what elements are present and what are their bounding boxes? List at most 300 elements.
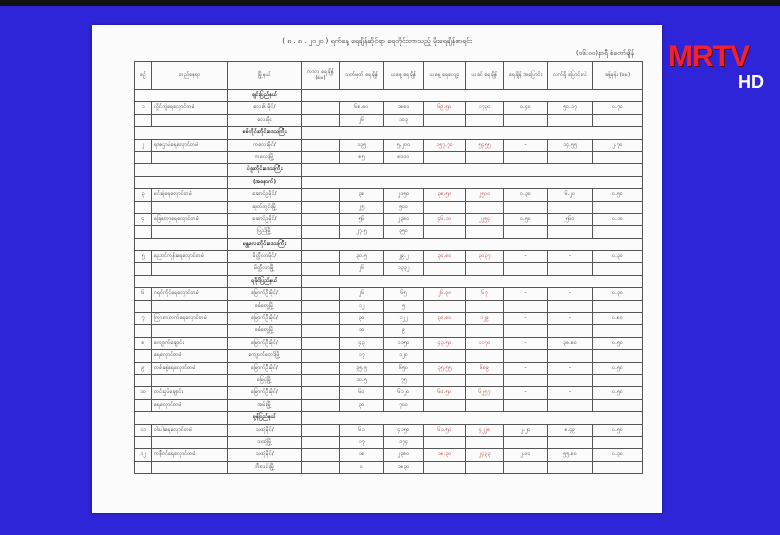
cell-c2: ၁၁၅၀ — [384, 337, 424, 349]
cell-town: ကလေးမိုင်/ — [228, 139, 302, 151]
table-row — [135, 288, 643, 300]
cell-c1: ၆၈.၈၀ — [340, 102, 384, 114]
cell-c2: ၇၀၀ — [384, 399, 424, 411]
region-label: (အနောက်) — [228, 176, 302, 188]
cell-c2: ၆၁၂၀ — [384, 387, 424, 399]
cell-c2: ၁၂၀ — [384, 350, 424, 362]
cell-c5: - — [504, 139, 548, 151]
empty-cell — [302, 337, 340, 349]
region-row — [135, 275, 643, 287]
table-row — [135, 213, 643, 225]
cell-station: ရေလှောင်တမံ — [152, 399, 228, 411]
cell-c3: ၄၆.၁၀ — [424, 213, 466, 225]
cell-c2: ၁၇၄ — [384, 436, 424, 448]
table-row — [135, 226, 643, 238]
empty-cell — [302, 151, 340, 163]
cell-c1: ၂၆ — [340, 288, 384, 300]
empty-cell — [302, 449, 340, 461]
cell-c5 — [504, 350, 548, 362]
cell-c6: - — [548, 387, 593, 399]
cell-station: ခြေတော့ရေလှောင်တမံ — [152, 213, 228, 225]
cell-c4 — [466, 114, 504, 126]
cell-c4 — [466, 300, 504, 312]
empty-cell — [302, 263, 340, 275]
cell-town: သထုံမိုင်/ — [228, 449, 302, 461]
cell-c1: ၁၈ — [340, 449, 384, 461]
cell-c1: ၂၅ — [340, 201, 384, 213]
cell-c6 — [548, 300, 593, 312]
cell-c2: ၅,၂၀၀ — [384, 139, 424, 151]
cell-town: မြောက်ဦးမိုင်/ — [228, 337, 302, 349]
region-row — [135, 127, 643, 139]
cell-town: ဆောင်ဥမိုင်/ — [228, 213, 302, 225]
cell-station — [152, 151, 228, 163]
table-row — [135, 362, 643, 374]
cell-c6: - — [548, 251, 593, 263]
cell-c6 — [548, 263, 593, 275]
cell-c2: ၁၈၃၀ — [384, 461, 424, 473]
table-row — [135, 461, 643, 473]
cell-c3: ၁၅၇.၇၀ — [424, 139, 466, 151]
cell-town: မိတ္ထီလာမြို့ — [228, 263, 302, 275]
empty-cell — [302, 288, 340, 300]
cell-station — [152, 300, 228, 312]
cell-town: လေးဖိုး — [228, 114, 302, 126]
cell-c3 — [424, 325, 466, 337]
cell-c7: ၀.၅၀ — [593, 337, 643, 349]
empty-cell — [302, 362, 340, 374]
cell-c4: ၂၂၅၄ — [466, 213, 504, 225]
region-label: စစ်ကိုင်းတိုင်းဒေသကြီး — [228, 127, 302, 139]
cell-c1: ၁၀.၅ — [340, 374, 384, 386]
cell-town: မြေပုံမြို့ — [228, 374, 302, 386]
cell-no: ၉ — [135, 362, 152, 374]
cell-no: ၄ — [135, 213, 152, 225]
cell-c5 — [504, 114, 548, 126]
region-label: ချင်းပြည်နယ် — [228, 90, 302, 102]
cell-c7 — [593, 114, 643, 126]
cell-c5: ၀.၃၀ — [504, 189, 548, 201]
cell-c5 — [504, 201, 548, 213]
cell-town: မြောက်ဦးမိုင်/ — [228, 288, 302, 300]
cell-c6 — [548, 114, 593, 126]
cell-no: ၁၂ — [135, 449, 152, 461]
header-cell: ခန့်မှန်း (စမ) — [593, 62, 643, 90]
empty-cell — [302, 139, 340, 151]
cell-c7 — [593, 350, 643, 362]
cell-no: ၅ — [135, 251, 152, 263]
cell-c1: ၁၀ — [340, 325, 384, 337]
empty-cell — [302, 189, 340, 201]
cell-c5: ၀.၄၀ — [504, 102, 548, 114]
cell-c6: ၁၄.၅၅ — [548, 139, 593, 151]
region-label: မန္တလေးတိုင်းဒေသကြီး — [228, 238, 302, 250]
empty-cell — [302, 201, 340, 213]
cell-no — [135, 325, 152, 337]
cell-c3 — [424, 201, 466, 213]
cell-no — [135, 399, 152, 411]
region-row — [135, 176, 643, 188]
cell-c1: ၁၂ — [340, 300, 384, 312]
cell-c1: ၂၆ — [340, 114, 384, 126]
document-page — [92, 25, 662, 513]
table-row — [135, 151, 643, 163]
document-date-note: (၀၆:၀၀)နာရီ စံတော်ချိန် — [576, 49, 634, 57]
cell-no: ၁၀ — [135, 387, 152, 399]
empty-cell — [135, 275, 228, 287]
cell-station: ကြားကတက်ရေလှောင်တမံ — [152, 313, 228, 325]
cell-c4: ၄၂၂၈ — [466, 424, 504, 436]
table-row — [135, 189, 643, 201]
cell-c5 — [504, 226, 548, 238]
empty-cell — [302, 114, 340, 126]
header-cell: ကာလ ရေချိန် (စမ) — [302, 62, 340, 90]
cell-c6: ၈.၄၉ — [548, 424, 593, 436]
cell-c4: ၆၇ — [466, 288, 504, 300]
cell-c2: ၁၈၈၀ — [384, 102, 424, 114]
table-row — [135, 424, 643, 436]
empty-cell — [302, 213, 340, 225]
cell-c3: ၂၆.၃၀ — [424, 288, 466, 300]
cell-town: စစ်တွေမြို့ — [228, 300, 302, 312]
cell-no: ၇ — [135, 313, 152, 325]
cell-station: တစ်ခနဲ့ရေလှောင်တမံ — [152, 362, 228, 374]
empty-cell — [135, 90, 228, 102]
cell-no: ၁၁ — [135, 424, 152, 436]
cell-c4 — [466, 461, 504, 473]
cell-c3 — [424, 350, 466, 362]
cell-c2: ၃၅၀ — [384, 226, 424, 238]
cell-c7 — [593, 399, 643, 411]
cell-c4 — [466, 325, 504, 337]
cell-c7 — [593, 300, 643, 312]
cell-c4: ၁၂၉ — [466, 313, 504, 325]
cell-c6 — [548, 151, 593, 163]
cell-c7: ၀.၅၀ — [593, 362, 643, 374]
empty-cell — [302, 90, 643, 102]
empty-cell — [302, 164, 643, 176]
cell-c1: ၀ — [340, 461, 384, 473]
table-row — [135, 139, 643, 151]
cell-c5: ၂.၀၀ — [504, 449, 548, 461]
header-cell: ရေချိန် အပြောင်း — [504, 62, 548, 90]
cell-c5 — [504, 436, 548, 448]
cell-c5 — [504, 151, 548, 163]
cell-town: ဆုတ်တွင်းမြို့ — [228, 201, 302, 213]
cell-c5: ၀.၅၀ — [504, 213, 548, 225]
cell-station — [152, 461, 228, 473]
cell-c1: ၄၃ — [340, 337, 384, 349]
cell-c2: ၆၅၀ — [384, 362, 424, 374]
header-cell: စဉ် — [135, 62, 152, 90]
cell-station — [152, 436, 228, 448]
table-body — [135, 90, 643, 474]
cell-town: လေး၆ မိုင်/ — [228, 102, 302, 114]
table-row — [135, 201, 643, 213]
cell-c6 — [548, 374, 593, 386]
table-row — [135, 350, 643, 362]
cell-c2: ၆၅ — [384, 288, 424, 300]
cell-town: မြောက်ဦးမိုင်/ — [228, 362, 302, 374]
empty-cell — [302, 176, 643, 188]
cell-c4: ၆၈၉ — [466, 362, 504, 374]
cell-c1: ၁၃၅ — [340, 139, 384, 151]
cell-c6: ၅၀.၁၇ — [548, 102, 593, 114]
cell-c1: ၃၅.၅ — [340, 362, 384, 374]
cell-c7 — [593, 325, 643, 337]
cell-c3 — [424, 399, 466, 411]
cell-c7: ၀.၃၀ — [593, 251, 643, 263]
cell-c5 — [504, 461, 548, 473]
cell-c7 — [593, 226, 643, 238]
cell-town: မြောက်ဦးမိုင်/ — [228, 387, 302, 399]
cell-c7: ၂.၇၀ — [593, 139, 643, 151]
cell-c7: ၀.၃၀ — [593, 288, 643, 300]
cell-c4 — [466, 436, 504, 448]
cell-town: မိတ္ထီလာမိုင်/ — [228, 251, 302, 263]
cell-station: ကနီဝင်ရေလှောင်တမံ — [152, 449, 228, 461]
cell-c2: ၉ — [384, 325, 424, 337]
cell-c7: ၀.၅၀ — [593, 189, 643, 201]
cell-c6 — [548, 325, 593, 337]
cell-no: ၆ — [135, 288, 152, 300]
table-row — [135, 313, 643, 325]
empty-cell — [302, 325, 340, 337]
cell-c7: ၀.၃၀ — [593, 449, 643, 461]
cell-no: ၈ — [135, 337, 152, 349]
table-row — [135, 436, 643, 448]
cell-c7 — [593, 436, 643, 448]
cell-station: မင်းရဲရေလှောင်တမံ — [152, 189, 228, 201]
cell-c2: ၂၁၅၀ — [384, 189, 424, 201]
cell-c3 — [424, 151, 466, 163]
cell-no — [135, 226, 152, 238]
cell-no: ၂ — [135, 139, 152, 151]
cell-c1: ၂၇.၅ — [340, 226, 384, 238]
cell-c3 — [424, 436, 466, 448]
cell-c4 — [466, 201, 504, 213]
cell-c5: - — [504, 251, 548, 263]
cell-c2: ၁၀၃ — [384, 114, 424, 126]
cell-no — [135, 374, 152, 386]
cell-town: သထုံမြို့ — [228, 436, 302, 448]
region-label: ရခိုင်ပြည်နယ် — [228, 275, 302, 287]
cell-c2: ၄၁၅၀ — [384, 424, 424, 436]
empty-cell — [302, 412, 643, 424]
cell-c5 — [504, 399, 548, 411]
cell-station: လှိုင်ဘွဲရေလှောင်တမံ — [152, 102, 228, 114]
empty-cell — [302, 387, 340, 399]
cell-c5 — [504, 300, 548, 312]
empty-cell — [302, 300, 340, 312]
cell-c7 — [593, 461, 643, 473]
header-cell: သတ်မှတ် ရေချိန် — [340, 62, 384, 90]
cell-c6: - — [548, 313, 593, 325]
cell-c2: ၈၀၀၀ — [384, 151, 424, 163]
cell-c3 — [424, 114, 466, 126]
cell-c3 — [424, 226, 466, 238]
empty-cell — [302, 399, 340, 411]
table-row — [135, 449, 643, 461]
cell-no — [135, 263, 152, 275]
cell-c4: ၁၁၇၀ — [466, 337, 504, 349]
cell-c1: ၃၀.၅ — [340, 251, 384, 263]
empty-cell — [302, 313, 340, 325]
cell-no — [135, 151, 152, 163]
header-cell: မြို့နယ် — [228, 62, 302, 90]
cell-c3: ၃၅.၅၅ — [424, 362, 466, 374]
cell-town: ဘီးလင်းမြို့ — [228, 461, 302, 473]
cell-station — [152, 374, 228, 386]
cell-c4 — [466, 399, 504, 411]
cell-c1: ၆၀ — [340, 387, 384, 399]
cell-town: စစ်တွေမြို့ — [228, 325, 302, 337]
empty-cell — [302, 238, 643, 250]
cell-town: ပြည်မြို့ — [228, 226, 302, 238]
empty-cell — [302, 350, 340, 362]
region-row — [135, 90, 643, 102]
cell-c4 — [466, 263, 504, 275]
cell-station: ရေလှောင်တမံ — [152, 350, 228, 362]
cell-station: ဂရုဝ်ကိုင်ရေလှောင်တမံ — [152, 288, 228, 300]
cell-c5: - — [504, 387, 548, 399]
header-cell: လက်ရှိ ပြောင်းလဲ — [548, 62, 593, 90]
empty-cell — [302, 424, 340, 436]
cell-c6 — [548, 399, 593, 411]
cell-c6 — [548, 350, 593, 362]
cell-c2: ၁၂၂ — [384, 313, 424, 325]
empty-cell — [302, 436, 340, 448]
cell-c7: ၀.၈၀ — [593, 313, 643, 325]
cell-c6: - — [548, 362, 593, 374]
cell-c1: ၃၀ — [340, 399, 384, 411]
cell-station — [152, 201, 228, 213]
cell-c6: ၆.၂၀ — [548, 189, 593, 201]
channel-logo — [668, 40, 774, 98]
cell-c6: - — [548, 288, 593, 300]
cell-c3: ၆၀.၅၀ — [424, 387, 466, 399]
cell-station — [152, 325, 228, 337]
cell-c3: ၃၀.၈၀ — [424, 313, 466, 325]
cell-station: ရာဇဌာပဲရေလှောင်တမံ — [152, 139, 228, 151]
cell-c7: ၀.၇၀ — [593, 102, 643, 114]
table-row — [135, 251, 643, 263]
table-row — [135, 102, 643, 114]
cell-c7: ၀.၅၀ — [593, 387, 643, 399]
cell-no: ၁ — [135, 102, 152, 114]
cell-no — [135, 201, 152, 213]
cell-c4: ၆၂၅၇ — [466, 387, 504, 399]
region-row — [135, 238, 643, 250]
top-black-bar — [0, 0, 780, 6]
cell-c3 — [424, 374, 466, 386]
empty-cell — [135, 164, 228, 176]
cell-c5: - — [504, 313, 548, 325]
cell-c3: ၆၉.၅၀ — [424, 102, 466, 114]
cell-station: ကျောက်ချောင်း — [152, 337, 228, 349]
table-row — [135, 263, 643, 275]
cell-station: တင်းဌပ်ချောင်း — [152, 387, 228, 399]
cell-no — [135, 436, 152, 448]
cell-c5 — [504, 374, 548, 386]
cell-c4: ၂၄၃၃ — [466, 449, 504, 461]
cell-c5: ၂.၂၀ — [504, 424, 548, 436]
table-header-row — [135, 62, 643, 90]
header-cell: ယခင် ရေချိန် — [466, 62, 504, 90]
cell-c6: ၅၅.၈၀ — [548, 449, 593, 461]
empty-cell — [302, 461, 340, 473]
empty-cell — [302, 226, 340, 238]
cell-c3: ၃၈.၅၀ — [424, 189, 466, 201]
empty-cell — [135, 412, 228, 424]
cell-no — [135, 461, 152, 473]
cell-station — [152, 226, 228, 238]
reservoir-table — [134, 61, 643, 474]
cell-c1: ၂၆ — [340, 263, 384, 275]
cell-c4 — [466, 151, 504, 163]
cell-no: ၃ — [135, 189, 152, 201]
empty-cell — [135, 127, 228, 139]
cell-c4: ၁၇၃၀ — [466, 102, 504, 114]
hd-badge: HD — [738, 72, 764, 92]
table-row — [135, 114, 643, 126]
cell-c7 — [593, 263, 643, 275]
cell-no — [135, 114, 152, 126]
cell-c4: ၂၅၀၀ — [466, 189, 504, 201]
cell-c2: ၂၃၈၀ — [384, 449, 424, 461]
cell-c5: - — [504, 337, 548, 349]
cell-town: ကလေးမြို့ — [228, 151, 302, 163]
cell-c2: ၁၃၃၂ — [384, 263, 424, 275]
cell-c2: ၇၅ — [384, 374, 424, 386]
header-cell: ယနေ့ ရေလျော့ — [424, 62, 466, 90]
cell-town: အမ်းမြို့ — [228, 399, 302, 411]
cell-c6: ၅၆၀ — [548, 213, 593, 225]
cell-town: ဆောင်ဥမိုင်/ — [228, 189, 302, 201]
cell-c1: ၃၈ — [340, 189, 384, 201]
cell-c6 — [548, 436, 593, 448]
cell-town: ကျောက်တော်မြို့ — [228, 350, 302, 362]
cell-c6 — [548, 461, 593, 473]
cell-c3 — [424, 461, 466, 473]
empty-cell — [302, 251, 340, 263]
empty-cell — [135, 238, 228, 250]
header-cell: တည်နေရာ — [152, 62, 228, 90]
cell-c3: ၁၈.၃၀ — [424, 449, 466, 461]
cell-c1: ၁၇ — [340, 436, 384, 448]
cell-c4 — [466, 226, 504, 238]
cell-c4 — [466, 350, 504, 362]
cell-c7: ၀.၅၀ — [593, 424, 643, 436]
cell-c7 — [593, 201, 643, 213]
cell-c7 — [593, 151, 643, 163]
table-row — [135, 337, 643, 349]
cell-c5: - — [504, 288, 548, 300]
cell-c2: ၅ — [384, 300, 424, 312]
empty-cell — [302, 275, 643, 287]
cell-station — [152, 263, 228, 275]
cell-c1: ၈၅ — [340, 151, 384, 163]
region-label: မွန်ပြည်နယ် — [228, 412, 302, 424]
table-row — [135, 374, 643, 386]
region-row — [135, 164, 643, 176]
empty-cell — [302, 127, 643, 139]
cell-c2: ၅၀၀ — [384, 201, 424, 213]
cell-c2: ၂၉.၂ — [384, 251, 424, 263]
cell-c1: ၅၆ — [340, 213, 384, 225]
cell-c1: ၃၀ — [340, 313, 384, 325]
cell-c2: ၂၃၈၀ — [384, 213, 424, 225]
